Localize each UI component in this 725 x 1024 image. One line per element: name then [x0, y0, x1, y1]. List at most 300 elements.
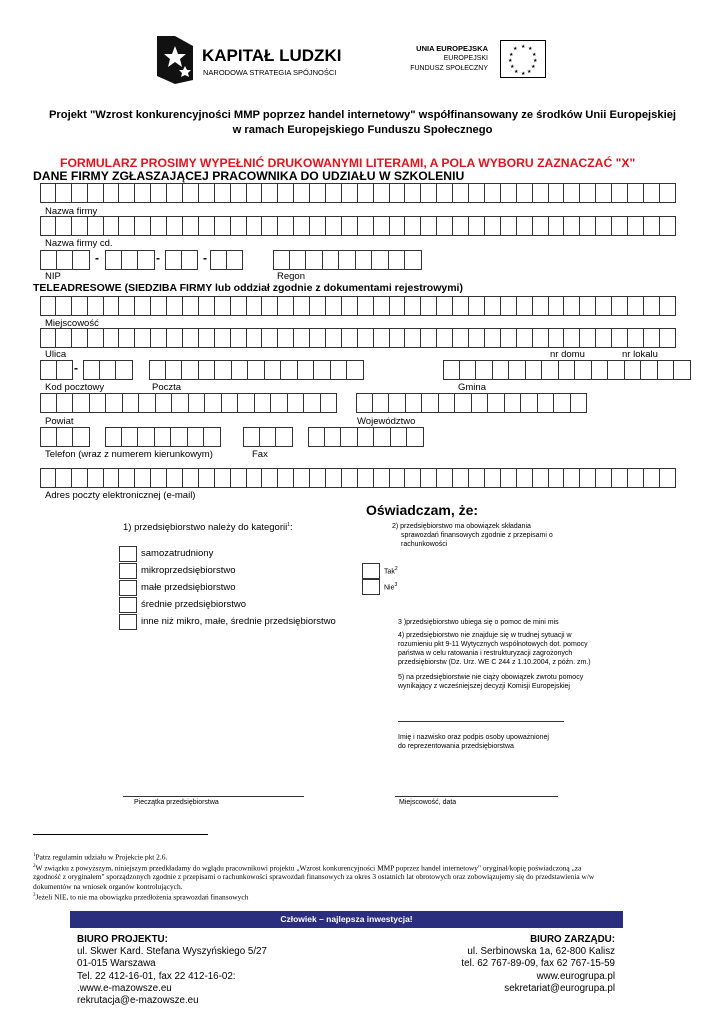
county-field[interactable] — [40, 393, 337, 413]
char-box[interactable] — [549, 216, 565, 236]
char-box[interactable] — [505, 393, 522, 413]
char-box[interactable] — [358, 216, 374, 236]
char-box[interactable] — [298, 360, 315, 380]
char-box[interactable] — [294, 468, 310, 488]
char-box[interactable] — [138, 250, 155, 270]
char-box[interactable] — [104, 468, 120, 488]
char-box[interactable] — [421, 328, 437, 348]
left-website[interactable]: .www.e-mazowsze.eu — [77, 982, 172, 994]
category-checkbox[interactable] — [119, 563, 137, 579]
char-box[interactable] — [123, 393, 140, 413]
char-box[interactable] — [247, 296, 263, 316]
char-box[interactable] — [294, 183, 310, 203]
char-box[interactable] — [469, 328, 485, 348]
char-box[interactable] — [674, 360, 691, 380]
char-box[interactable] — [57, 427, 74, 447]
char-box[interactable] — [310, 216, 326, 236]
char-box[interactable] — [182, 250, 199, 270]
char-box[interactable] — [422, 393, 439, 413]
char-box[interactable] — [135, 296, 151, 316]
char-box[interactable] — [443, 360, 460, 380]
char-box[interactable] — [326, 183, 342, 203]
char-box[interactable] — [347, 360, 364, 380]
char-box[interactable] — [407, 427, 424, 447]
char-box[interactable] — [262, 296, 278, 316]
char-box[interactable] — [405, 468, 421, 488]
char-box[interactable] — [453, 328, 469, 348]
char-box[interactable] — [580, 183, 596, 203]
char-box[interactable] — [231, 328, 247, 348]
nip-field-4[interactable] — [210, 250, 243, 270]
regon-field[interactable] — [273, 250, 422, 270]
char-box[interactable] — [501, 328, 517, 348]
char-box[interactable] — [314, 360, 331, 380]
char-box[interactable] — [538, 393, 555, 413]
char-box[interactable] — [437, 468, 453, 488]
char-box[interactable] — [172, 393, 189, 413]
char-box[interactable] — [517, 296, 533, 316]
category-checkbox[interactable] — [119, 614, 137, 630]
char-box[interactable] — [100, 360, 117, 380]
char-box[interactable] — [278, 216, 294, 236]
char-box[interactable] — [326, 468, 342, 488]
char-box[interactable] — [56, 296, 72, 316]
char-box[interactable] — [204, 427, 221, 447]
char-box[interactable] — [248, 360, 265, 380]
char-box[interactable] — [437, 328, 453, 348]
char-box[interactable] — [262, 183, 278, 203]
char-box[interactable] — [533, 183, 549, 203]
postal-code-field[interactable] — [40, 360, 73, 380]
char-box[interactable] — [358, 328, 374, 348]
char-box[interactable] — [554, 393, 571, 413]
char-box[interactable] — [119, 468, 135, 488]
char-box[interactable] — [151, 183, 167, 203]
char-box[interactable] — [222, 393, 239, 413]
char-box[interactable] — [294, 216, 310, 236]
char-box[interactable] — [183, 296, 199, 316]
city-field[interactable] — [40, 296, 676, 316]
char-box[interactable] — [437, 183, 453, 203]
char-box[interactable] — [247, 468, 263, 488]
char-box[interactable] — [660, 216, 676, 236]
char-box[interactable] — [660, 328, 676, 348]
char-box[interactable] — [122, 427, 139, 447]
char-box[interactable] — [88, 216, 104, 236]
char-box[interactable] — [151, 216, 167, 236]
char-box[interactable] — [390, 183, 406, 203]
char-box[interactable] — [40, 296, 56, 316]
char-box[interactable] — [278, 468, 294, 488]
char-box[interactable] — [167, 216, 183, 236]
char-box[interactable] — [358, 183, 374, 203]
char-box[interactable] — [372, 250, 389, 270]
char-box[interactable] — [469, 183, 485, 203]
char-box[interactable] — [151, 296, 167, 316]
commune-field[interactable] — [443, 360, 691, 380]
char-box[interactable] — [182, 360, 199, 380]
char-box[interactable] — [660, 183, 676, 203]
char-box[interactable] — [501, 216, 517, 236]
char-box[interactable] — [342, 468, 358, 488]
char-box[interactable] — [612, 328, 628, 348]
char-box[interactable] — [644, 328, 660, 348]
char-box[interactable] — [215, 360, 232, 380]
char-box[interactable] — [580, 216, 596, 236]
char-box[interactable] — [575, 360, 592, 380]
char-box[interactable] — [660, 296, 676, 316]
char-box[interactable] — [501, 183, 517, 203]
char-box[interactable] — [356, 250, 373, 270]
char-box[interactable] — [453, 296, 469, 316]
char-box[interactable] — [288, 393, 305, 413]
char-box[interactable] — [549, 468, 565, 488]
char-box[interactable] — [183, 216, 199, 236]
char-box[interactable] — [373, 393, 390, 413]
char-box[interactable] — [57, 250, 74, 270]
char-box[interactable] — [596, 328, 612, 348]
char-box[interactable] — [171, 427, 188, 447]
char-box[interactable] — [215, 468, 231, 488]
char-box[interactable] — [326, 296, 342, 316]
category-checkbox[interactable] — [119, 597, 137, 613]
char-box[interactable] — [549, 296, 565, 316]
char-box[interactable] — [238, 393, 255, 413]
char-box[interactable] — [326, 328, 342, 348]
char-box[interactable] — [278, 296, 294, 316]
char-box[interactable] — [135, 468, 151, 488]
char-box[interactable] — [660, 468, 676, 488]
char-box[interactable] — [612, 468, 628, 488]
char-box[interactable] — [628, 328, 644, 348]
char-box[interactable] — [405, 216, 421, 236]
char-box[interactable] — [188, 427, 205, 447]
checkbox-tak[interactable] — [362, 563, 380, 579]
char-box[interactable] — [580, 328, 596, 348]
char-box[interactable] — [485, 468, 501, 488]
char-box[interactable] — [149, 360, 166, 380]
char-box[interactable] — [612, 296, 628, 316]
char-box[interactable] — [167, 296, 183, 316]
char-box[interactable] — [156, 393, 173, 413]
char-box[interactable] — [135, 216, 151, 236]
char-box[interactable] — [105, 250, 122, 270]
char-box[interactable] — [227, 250, 244, 270]
char-box[interactable] — [72, 216, 88, 236]
char-box[interactable] — [88, 328, 104, 348]
char-box[interactable] — [533, 468, 549, 488]
char-box[interactable] — [138, 427, 155, 447]
char-box[interactable] — [119, 328, 135, 348]
nip-field-2[interactable] — [105, 250, 155, 270]
char-box[interactable] — [166, 360, 183, 380]
char-box[interactable] — [453, 216, 469, 236]
char-box[interactable] — [88, 468, 104, 488]
char-box[interactable] — [40, 216, 56, 236]
char-box[interactable] — [358, 468, 374, 488]
char-box[interactable] — [476, 360, 493, 380]
char-box[interactable] — [526, 360, 543, 380]
char-box[interactable] — [580, 296, 596, 316]
char-box[interactable] — [310, 468, 326, 488]
char-box[interactable] — [405, 328, 421, 348]
char-box[interactable] — [231, 296, 247, 316]
char-box[interactable] — [542, 360, 559, 380]
street-field[interactable] — [40, 328, 676, 348]
char-box[interactable] — [608, 360, 625, 380]
email-field[interactable] — [40, 468, 676, 488]
char-box[interactable] — [199, 183, 215, 203]
char-box[interactable] — [469, 468, 485, 488]
char-box[interactable] — [391, 427, 408, 447]
char-box[interactable] — [243, 427, 260, 447]
char-box[interactable] — [326, 216, 342, 236]
char-box[interactable] — [276, 427, 293, 447]
char-box[interactable] — [310, 328, 326, 348]
char-box[interactable] — [406, 393, 423, 413]
right-website[interactable]: www.eurogrupa.pl — [536, 970, 615, 982]
char-box[interactable] — [641, 360, 658, 380]
char-box[interactable] — [232, 360, 249, 380]
char-box[interactable] — [625, 360, 642, 380]
char-box[interactable] — [167, 183, 183, 203]
char-box[interactable] — [612, 183, 628, 203]
char-box[interactable] — [455, 393, 472, 413]
char-box[interactable] — [119, 183, 135, 203]
char-box[interactable] — [122, 250, 139, 270]
char-box[interactable] — [210, 250, 227, 270]
char-box[interactable] — [559, 360, 576, 380]
char-box[interactable] — [199, 328, 215, 348]
char-box[interactable] — [231, 216, 247, 236]
char-box[interactable] — [628, 216, 644, 236]
char-box[interactable] — [40, 250, 57, 270]
char-box[interactable] — [262, 216, 278, 236]
char-box[interactable] — [405, 250, 422, 270]
char-box[interactable] — [485, 183, 501, 203]
char-box[interactable] — [549, 328, 565, 348]
char-box[interactable] — [40, 360, 57, 380]
char-box[interactable] — [549, 183, 565, 203]
char-box[interactable] — [596, 296, 612, 316]
char-box[interactable] — [183, 183, 199, 203]
phone-field-2[interactable] — [105, 427, 221, 447]
char-box[interactable] — [57, 393, 74, 413]
char-box[interactable] — [509, 360, 526, 380]
char-box[interactable] — [88, 183, 104, 203]
char-box[interactable] — [215, 296, 231, 316]
char-box[interactable] — [374, 183, 390, 203]
char-box[interactable] — [323, 250, 340, 270]
char-box[interactable] — [374, 296, 390, 316]
char-box[interactable] — [104, 328, 120, 348]
char-box[interactable] — [533, 328, 549, 348]
char-box[interactable] — [421, 216, 437, 236]
char-box[interactable] — [374, 427, 391, 447]
char-box[interactable] — [405, 183, 421, 203]
char-box[interactable] — [56, 216, 72, 236]
province-field[interactable] — [356, 393, 587, 413]
nip-field-3[interactable] — [165, 250, 198, 270]
char-box[interactable] — [308, 427, 325, 447]
char-box[interactable] — [231, 183, 247, 203]
company-name-field[interactable] — [40, 183, 676, 203]
char-box[interactable] — [493, 360, 510, 380]
char-box[interactable] — [215, 216, 231, 236]
char-box[interactable] — [57, 360, 74, 380]
char-box[interactable] — [294, 296, 310, 316]
char-box[interactable] — [517, 328, 533, 348]
char-box[interactable] — [73, 250, 90, 270]
char-box[interactable] — [304, 393, 321, 413]
char-box[interactable] — [612, 216, 628, 236]
char-box[interactable] — [390, 468, 406, 488]
char-box[interactable] — [271, 393, 288, 413]
char-box[interactable] — [596, 183, 612, 203]
left-email[interactable]: rekrutacja@e-mazowsze.eu — [77, 995, 199, 1007]
char-box[interactable] — [341, 427, 358, 447]
char-box[interactable] — [104, 216, 120, 236]
char-box[interactable] — [592, 360, 609, 380]
char-box[interactable] — [342, 328, 358, 348]
char-box[interactable] — [306, 250, 323, 270]
char-box[interactable] — [521, 393, 538, 413]
char-box[interactable] — [644, 296, 660, 316]
char-box[interactable] — [390, 296, 406, 316]
char-box[interactable] — [564, 468, 580, 488]
char-box[interactable] — [262, 328, 278, 348]
char-box[interactable] — [644, 216, 660, 236]
char-box[interactable] — [139, 393, 156, 413]
char-box[interactable] — [331, 360, 348, 380]
category-checkbox[interactable] — [119, 580, 137, 596]
char-box[interactable] — [342, 296, 358, 316]
char-box[interactable] — [390, 328, 406, 348]
category-checkbox[interactable] — [119, 546, 137, 562]
char-box[interactable] — [151, 468, 167, 488]
char-box[interactable] — [390, 216, 406, 236]
char-box[interactable] — [72, 296, 88, 316]
char-box[interactable] — [215, 328, 231, 348]
char-box[interactable] — [460, 360, 477, 380]
char-box[interactable] — [199, 360, 216, 380]
char-box[interactable] — [564, 183, 580, 203]
char-box[interactable] — [485, 216, 501, 236]
char-box[interactable] — [358, 296, 374, 316]
right-email[interactable]: sekretariat@eurogrupa.pl — [504, 982, 615, 994]
char-box[interactable] — [135, 183, 151, 203]
char-box[interactable] — [40, 183, 56, 203]
char-box[interactable] — [580, 468, 596, 488]
checkbox-nie[interactable] — [362, 579, 380, 595]
char-box[interactable] — [356, 393, 373, 413]
char-box[interactable] — [278, 328, 294, 348]
char-box[interactable] — [72, 468, 88, 488]
char-box[interactable] — [183, 468, 199, 488]
char-box[interactable] — [119, 296, 135, 316]
char-box[interactable] — [72, 183, 88, 203]
char-box[interactable] — [533, 216, 549, 236]
char-box[interactable] — [104, 183, 120, 203]
char-box[interactable] — [199, 468, 215, 488]
fax-field-2[interactable] — [308, 427, 424, 447]
char-box[interactable] — [255, 393, 272, 413]
char-box[interactable] — [501, 296, 517, 316]
char-box[interactable] — [485, 328, 501, 348]
char-box[interactable] — [262, 468, 278, 488]
char-box[interactable] — [472, 393, 489, 413]
char-box[interactable] — [469, 216, 485, 236]
char-box[interactable] — [260, 427, 277, 447]
char-box[interactable] — [151, 328, 167, 348]
char-box[interactable] — [72, 328, 88, 348]
char-box[interactable] — [485, 296, 501, 316]
char-box[interactable] — [247, 328, 263, 348]
char-box[interactable] — [596, 216, 612, 236]
char-box[interactable] — [56, 468, 72, 488]
char-box[interactable] — [564, 216, 580, 236]
char-box[interactable] — [628, 183, 644, 203]
char-box[interactable] — [88, 296, 104, 316]
char-box[interactable] — [281, 360, 298, 380]
char-box[interactable] — [658, 360, 675, 380]
char-box[interactable] — [247, 183, 263, 203]
char-box[interactable] — [374, 216, 390, 236]
char-box[interactable] — [421, 183, 437, 203]
char-box[interactable] — [199, 296, 215, 316]
char-box[interactable] — [374, 468, 390, 488]
char-box[interactable] — [189, 393, 206, 413]
company-name-cont-field[interactable] — [40, 216, 676, 236]
char-box[interactable] — [265, 360, 282, 380]
char-box[interactable] — [40, 468, 56, 488]
char-box[interactable] — [310, 296, 326, 316]
char-box[interactable] — [644, 183, 660, 203]
char-box[interactable] — [167, 468, 183, 488]
char-box[interactable] — [571, 393, 588, 413]
char-box[interactable] — [421, 468, 437, 488]
postal-code-field-2[interactable] — [83, 360, 133, 380]
char-box[interactable] — [533, 296, 549, 316]
char-box[interactable] — [488, 393, 505, 413]
char-box[interactable] — [564, 328, 580, 348]
char-box[interactable] — [439, 393, 456, 413]
char-box[interactable] — [501, 468, 517, 488]
char-box[interactable] — [342, 216, 358, 236]
char-box[interactable] — [517, 216, 533, 236]
char-box[interactable] — [517, 468, 533, 488]
char-box[interactable] — [215, 183, 231, 203]
char-box[interactable] — [517, 183, 533, 203]
char-box[interactable] — [294, 328, 310, 348]
char-box[interactable] — [321, 393, 338, 413]
char-box[interactable] — [389, 393, 406, 413]
char-box[interactable] — [325, 427, 342, 447]
char-box[interactable] — [421, 296, 437, 316]
char-box[interactable] — [273, 250, 290, 270]
fax-field[interactable] — [243, 427, 293, 447]
char-box[interactable] — [596, 468, 612, 488]
char-box[interactable] — [73, 427, 90, 447]
char-box[interactable] — [73, 393, 90, 413]
char-box[interactable] — [56, 328, 72, 348]
char-box[interactable] — [116, 360, 133, 380]
char-box[interactable] — [310, 183, 326, 203]
char-box[interactable] — [405, 296, 421, 316]
char-box[interactable] — [56, 183, 72, 203]
post-office-field[interactable] — [149, 360, 364, 380]
char-box[interactable] — [105, 427, 122, 447]
